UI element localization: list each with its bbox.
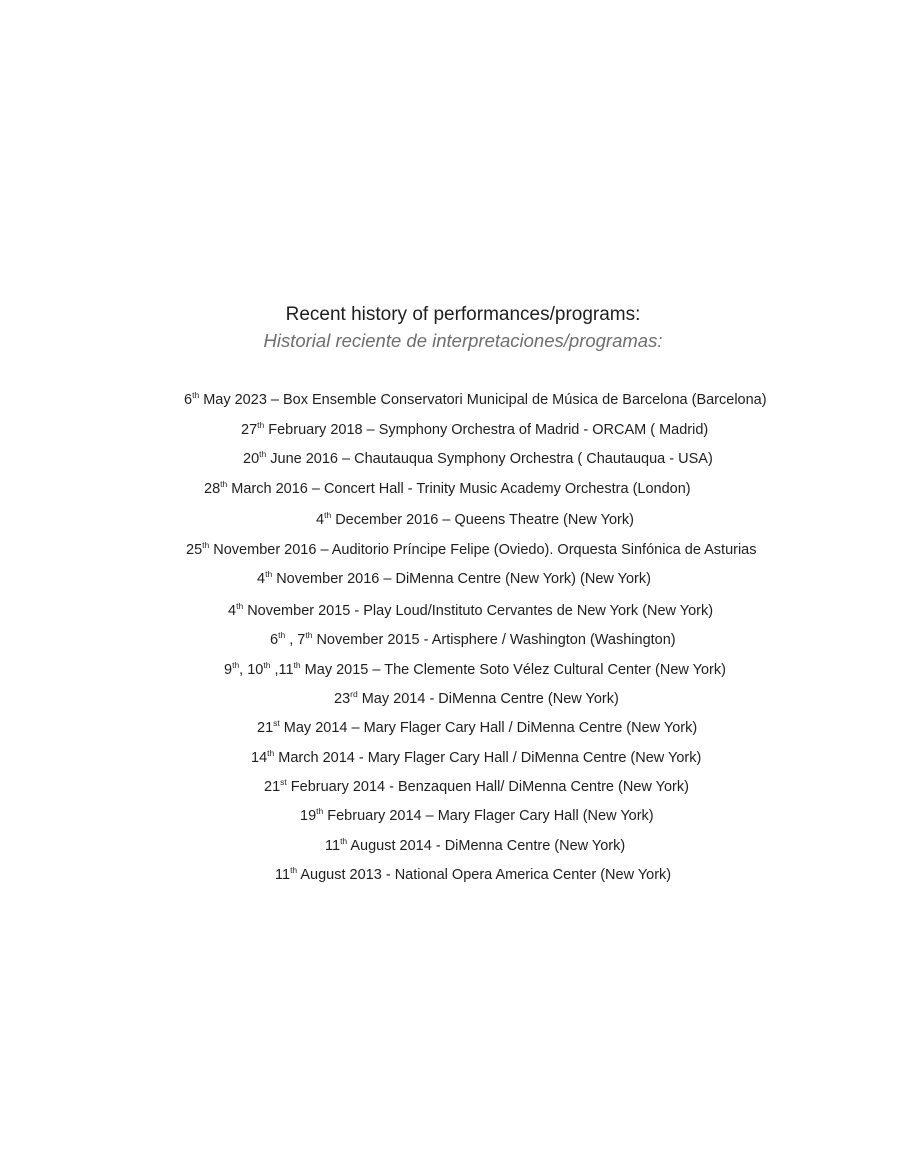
ordinal-suffix: th [220, 479, 228, 489]
entry-text: November 2016 – DiMenna Centre (New York) (New York) [272, 571, 651, 587]
performance-entry [264, 777, 689, 797]
ordinal-suffix: th [259, 449, 267, 459]
performance-entry [275, 865, 671, 885]
performance-entry [316, 510, 634, 530]
performance-entry [228, 601, 713, 621]
entry-day: 21 [257, 720, 274, 736]
performance-entry [241, 420, 708, 440]
entry-text: November 2015 - Artisphere / Washington (Washington) [312, 632, 676, 648]
entry-day: 19 [300, 808, 317, 824]
ordinal-suffix: th [290, 865, 298, 875]
entry-day: 28 [204, 481, 221, 497]
entry-text: February 2014 – Mary Flager Cary Hall (New York) [323, 808, 654, 824]
page-title: Recent history of performances/programs: [285, 304, 641, 325]
entry-text: March 2016 – Concert Hall - Trinity Music Academy Orchestra (London) [227, 481, 691, 497]
entry-day: 11 [275, 867, 291, 883]
performance-entry [257, 718, 697, 738]
ordinal-suffix: st [273, 718, 280, 728]
entry-text: May 2015 – The Clemente Soto Vélez Cultural Center (New York) [300, 662, 726, 678]
ordinal-suffix: th [192, 390, 200, 400]
entry-day: , 7 [285, 632, 306, 648]
entry-day: 4 [257, 571, 266, 587]
performance-entry [334, 689, 619, 709]
entry-text: May 2014 - DiMenna Centre (New York) [357, 691, 619, 707]
entry-day: 14 [251, 750, 268, 766]
ordinal-suffix: st [280, 777, 287, 787]
entry-text: May 2023 – Box Ensemble Conservatori Municipal de Música de Barcelona (Barcelona) [199, 392, 767, 408]
ordinal-suffix: th [257, 420, 265, 430]
ordinal-suffix: th [267, 748, 275, 758]
entry-text: December 2016 – Queens Theatre (New York) [331, 512, 634, 528]
performance-entry [270, 630, 676, 650]
ordinal-suffix: th [278, 630, 286, 640]
ordinal-suffix: th [316, 806, 324, 816]
performance-entry [186, 540, 757, 560]
performance-entry [300, 806, 654, 826]
entry-text: August 2013 - National Opera America Center (New York) [297, 867, 672, 883]
ordinal-suffix: th [265, 569, 273, 579]
entry-text: March 2014 - Mary Flager Cary Hall / DiMenna Centre (New York) [274, 750, 702, 766]
entry-day: 27 [241, 422, 258, 438]
performance-entry [224, 660, 726, 680]
performance-entry [204, 479, 691, 499]
entry-day: 4 [316, 512, 325, 528]
ordinal-suffix: th [232, 660, 240, 670]
ordinal-suffix: th [324, 510, 332, 520]
entry-day: 6 [270, 632, 279, 648]
ordinal-suffix: th [202, 540, 210, 550]
entry-day: 23 [334, 691, 351, 707]
entry-day: 21 [264, 779, 281, 795]
page-subtitle: Historial reciente de interpretaciones/programas: [263, 330, 663, 351]
ordinal-suffix: rd [350, 689, 358, 699]
entry-text: February 2014 - Benzaquen Hall/ DiMenna Centre (New York) [286, 779, 689, 795]
performance-entry [257, 569, 651, 589]
ordinal-suffix: th [305, 630, 313, 640]
performance-entry [325, 836, 625, 856]
entry-day: 4 [228, 603, 237, 619]
entry-day: , 10 [239, 662, 264, 678]
entry-day: 20 [243, 451, 260, 467]
ordinal-suffix: th [293, 660, 301, 670]
entry-text: February 2018 – Symphony Orchestra of Madrid - ORCAM ( Madrid) [264, 422, 709, 438]
entry-day: 25 [186, 542, 203, 558]
entry-text: August 2014 - DiMenna Centre (New York) [347, 838, 626, 854]
entry-day: 6 [184, 392, 193, 408]
entry-day: 9 [224, 662, 233, 678]
entry-day: 11 [325, 838, 341, 854]
entry-day: ,11 [270, 662, 294, 678]
entry-text: May 2014 – Mary Flager Cary Hall / DiMenna Centre (New York) [279, 720, 698, 736]
performance-entry [251, 748, 701, 768]
performance-entry [243, 449, 713, 469]
entry-text: November 2016 – Auditorio Príncipe Felipe (Oviedo). Orquesta Sinfónica de Asturias [209, 542, 757, 558]
ordinal-suffix: th [340, 836, 348, 846]
ordinal-suffix: th [236, 601, 244, 611]
ordinal-suffix: th [263, 660, 271, 670]
entry-text: June 2016 – Chautauqua Symphony Orchestra ( Chautauqua - USA) [266, 451, 713, 467]
entry-text: November 2015 - Play Loud/Instituto Cervantes de New York (New York) [243, 603, 714, 619]
performance-entry [184, 390, 767, 410]
